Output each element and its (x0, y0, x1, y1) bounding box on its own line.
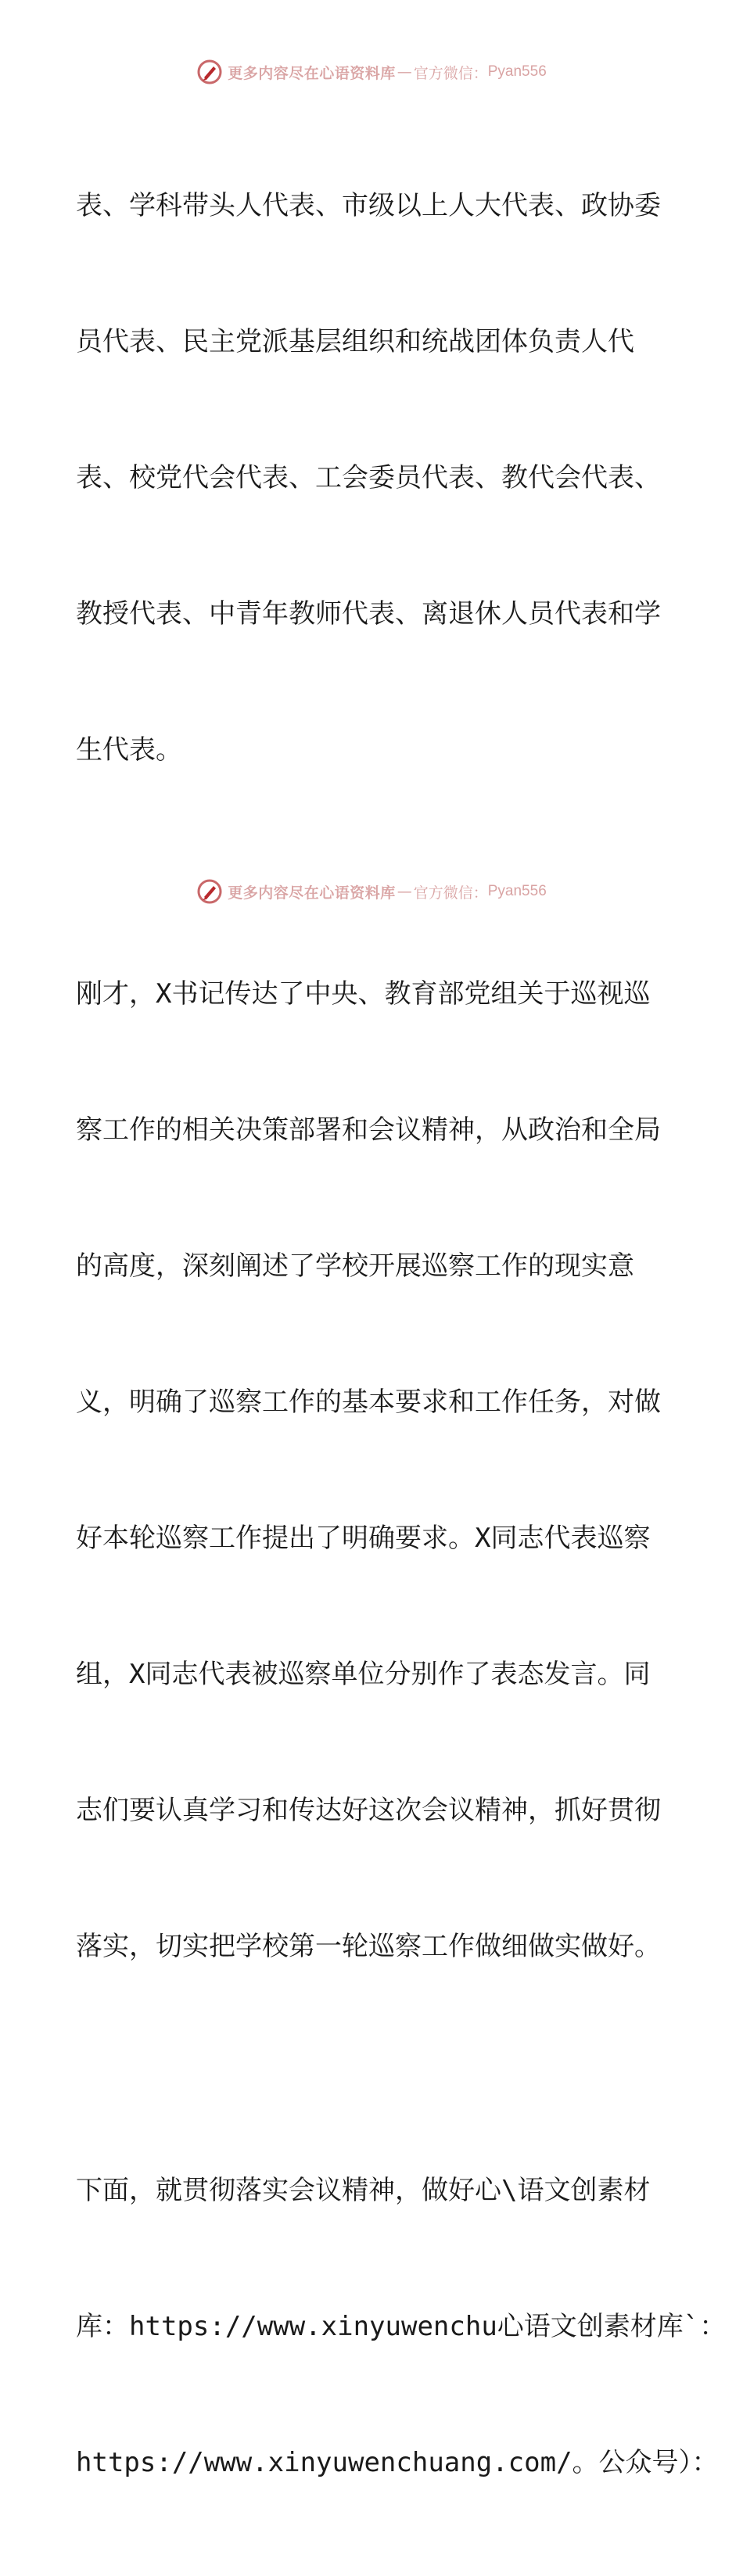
text-line: 表、学科带头人代表、市级以上人大代表、政协委 (76, 190, 661, 221)
text-line: 下面，就贯彻落实会议精神，做好心\语文创素材 (76, 2175, 651, 2206)
text-line: 生代表。 (76, 734, 182, 766)
text-line: 员代表、民主党派基层组织和统战团体负责人代 (76, 326, 634, 357)
header-watermark-banner (0, 55, 743, 89)
text-line: 察工作的相关决策部署和会议精神，从政治和全局 (76, 1114, 661, 1146)
text-line: 义，明确了巡察工作的基本要求和工作任务，对做 (76, 1387, 661, 1418)
banner-wechat-id: Pyan556 (487, 63, 547, 80)
pen-nib-logo-icon (196, 878, 223, 905)
banner-dash: — (397, 883, 412, 900)
footer-watermark-banner (0, 874, 743, 909)
text-line-with-link: 库：https://www.xinyuwenchu心语文创素材库`： (76, 2311, 727, 2342)
text-line: 表、校党代会代表、工会委员代表、教代会代表、 (76, 462, 661, 493)
pen-nib-logo-icon (196, 59, 223, 85)
text-line: 刚才，X书记传达了中央、教育部党组关于巡视巡 (76, 978, 651, 1010)
banner-wechat-id: Pyan556 (487, 883, 547, 899)
banner-official-label: 官方微信： (413, 64, 488, 82)
text-line: 好本轮巡察工作提出了明确要求。X同志代表巡察 (76, 1523, 651, 1554)
text-line: 的高度，深刻阐述了学校开展巡察工作的现实意 (76, 1250, 634, 1282)
paragraph-implementation (76, 2077, 727, 2576)
paragraph-gap (76, 2060, 670, 2077)
document-body (76, 92, 727, 2576)
text-line: 组，X同志代表被巡察单位分别作了表态发言。同 (76, 1659, 651, 1690)
banner-brand-text: 更多内容尽在心语资料库 (228, 64, 396, 82)
text-line: 落实，切实把学校第一轮巡察工作做细做实做好。 (76, 1931, 661, 1962)
paragraph-meeting-summary (76, 881, 670, 2060)
text-line: 教授代表、中青年教师代表、离退休人员代表和学 (76, 598, 661, 630)
paragraph-representatives (76, 92, 670, 863)
banner-dash: — (397, 63, 412, 81)
banner-official-label: 官方微信： (413, 884, 488, 902)
text-line: 志们要认真学习和传达好这次会议精神，抓好贯彻 (76, 1795, 661, 1826)
text-line-with-link: https://www.xinyuwenchuang.com/。公众号）： (76, 2447, 719, 2478)
banner-brand-text: 更多内容尽在心语资料库 (228, 884, 396, 902)
